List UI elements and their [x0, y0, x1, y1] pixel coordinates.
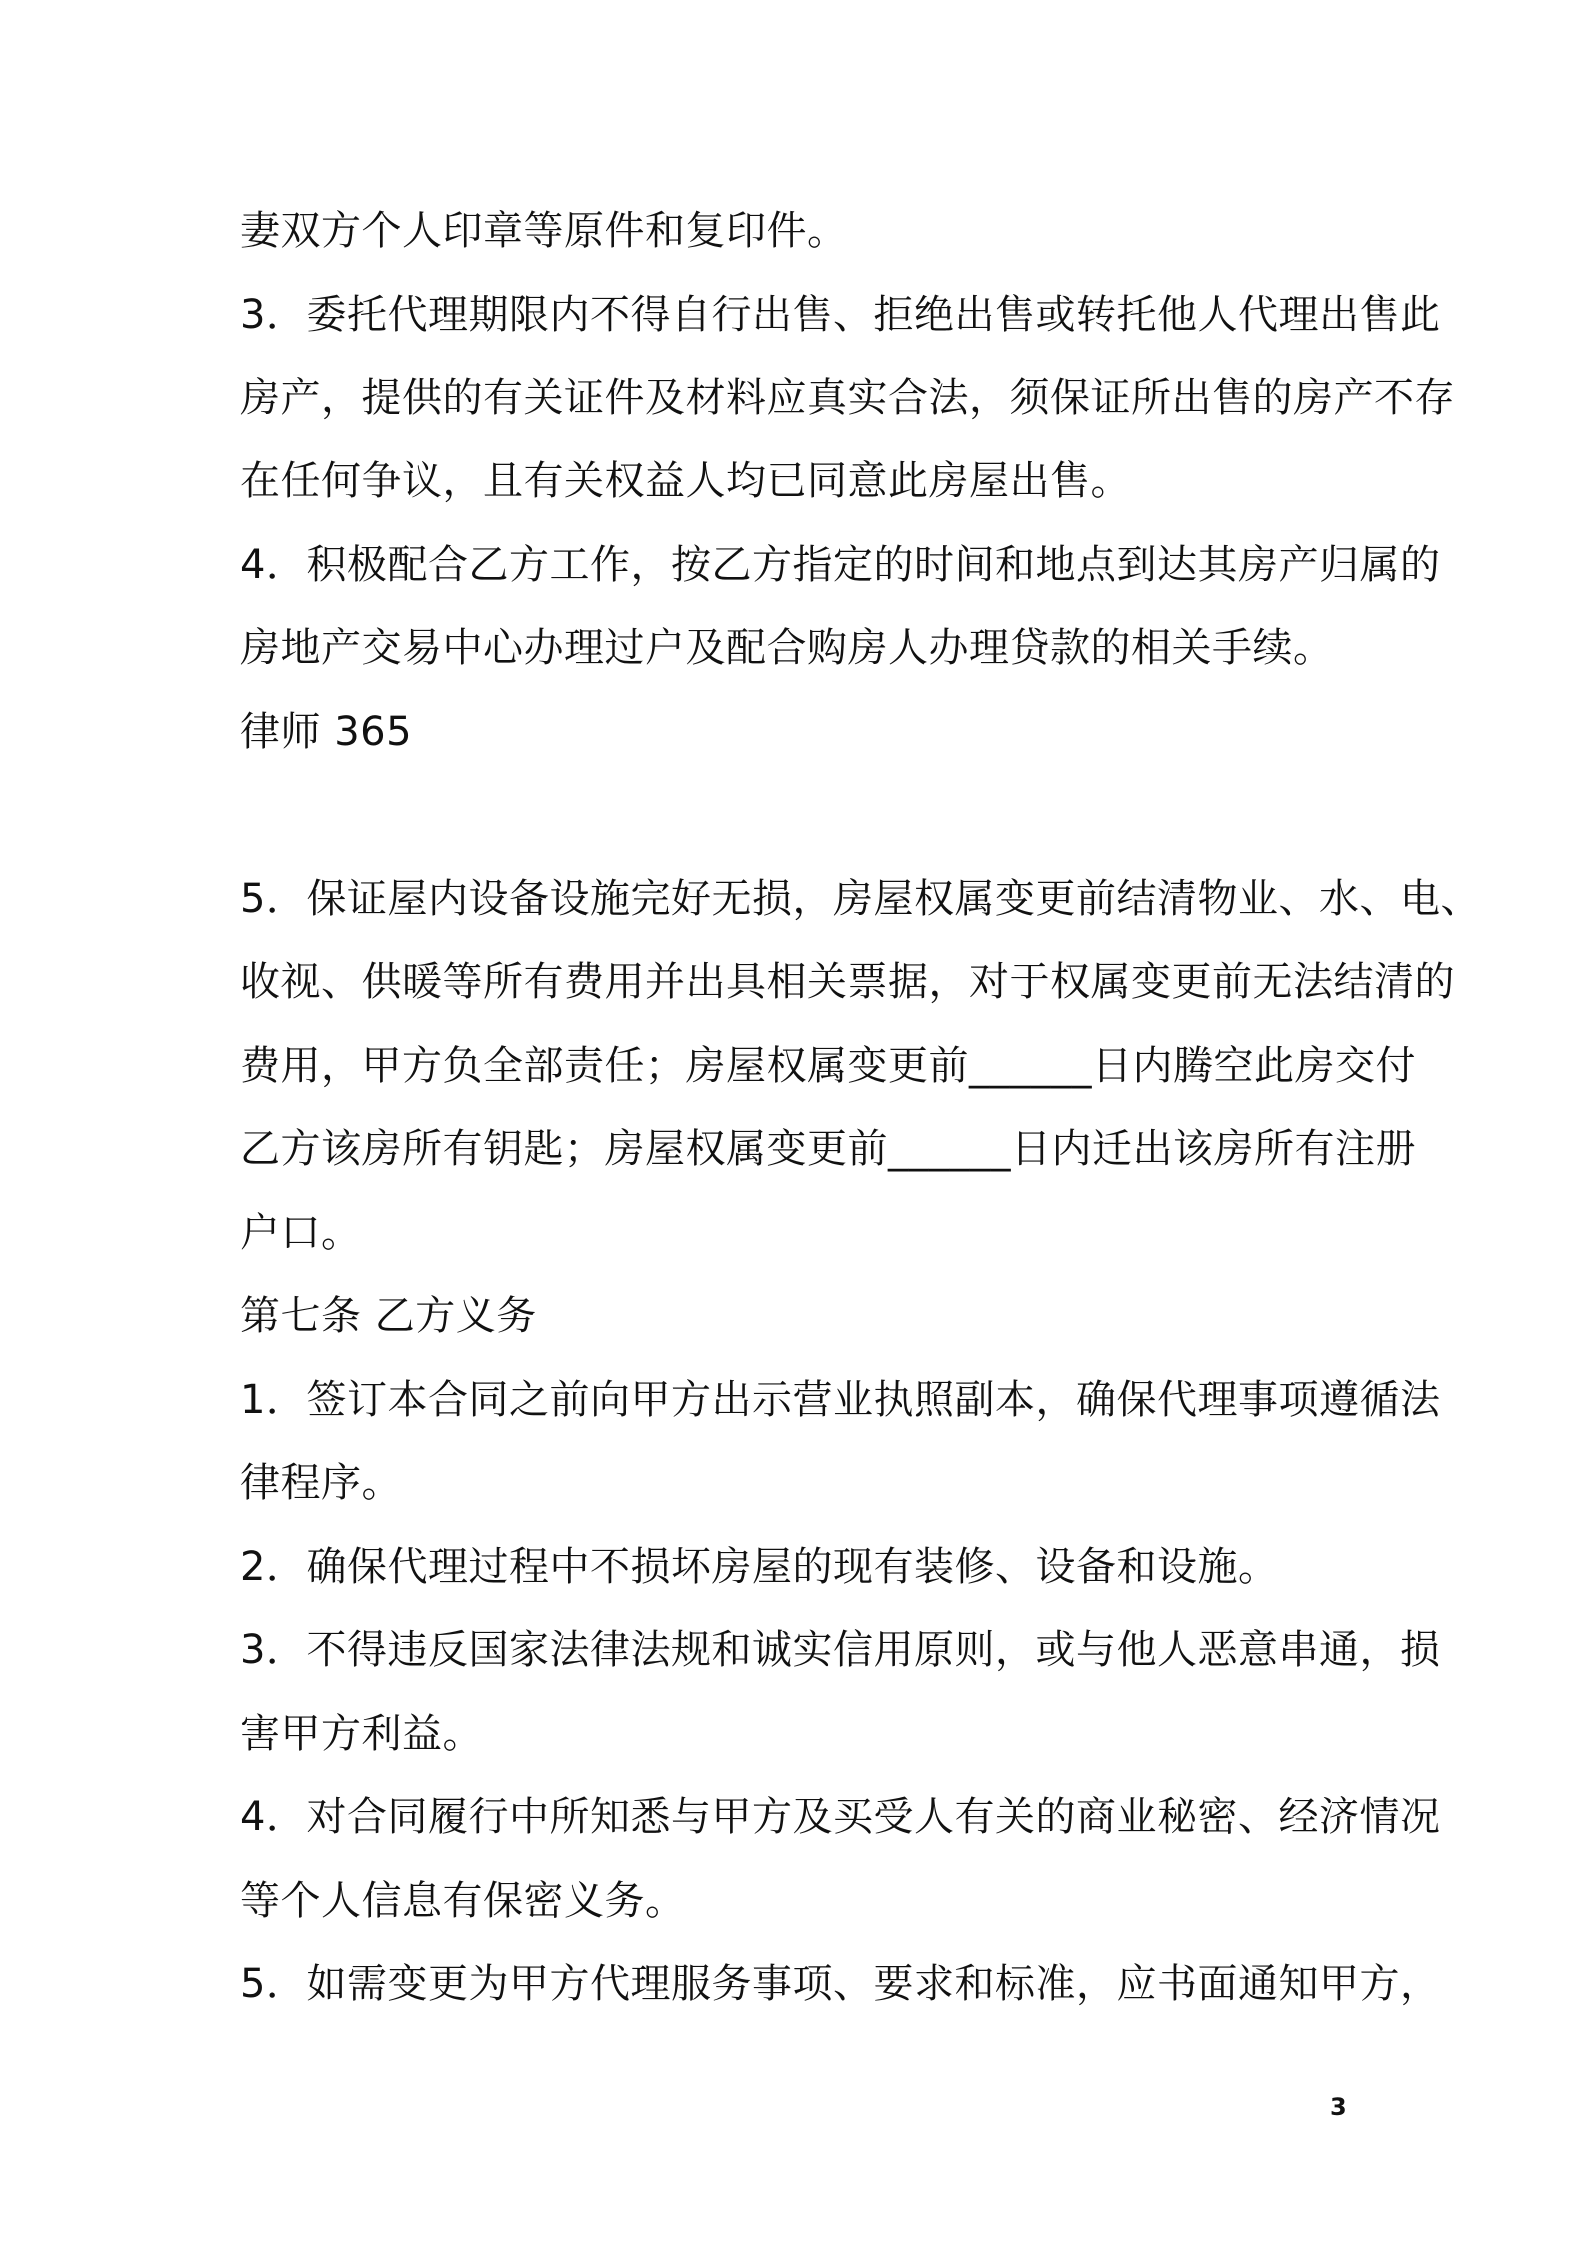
text-line: 3．委托代理期限内不得自行出售、拒绝出售或转托他人代理出售此 — [240, 292, 1441, 338]
text-line: 律师 365 — [240, 709, 413, 755]
page-number: 3 — [1330, 2093, 1347, 2121]
text-line: 户口。 — [240, 1210, 362, 1256]
text-line: 房产，提供的有关证件及材料应真实合法，须保证所出售的房产不存 — [240, 375, 1455, 421]
text-line: 4．积极配合乙方工作，按乙方指定的时间和地点到达其房产归属的 — [240, 542, 1441, 588]
text-line: 在任何争议，且有关权益人均已同意此房屋出售。 — [240, 458, 1131, 504]
text-line: 3．不得违反国家法律法规和诚实信用原则，或与他人恶意串通，损 — [240, 1627, 1441, 1673]
text-line: 4．对合同履行中所知悉与甲方及买受人有关的商业秘密、经济情况 — [240, 1794, 1441, 1840]
text-line: 2．确保代理过程中不损坏房屋的现有装修、设备和设施。 — [240, 1544, 1279, 1590]
text-line: 律程序。 — [240, 1460, 402, 1506]
text-line: 5．如需变更为甲方代理服务事项、要求和标准，应书面通知甲方， — [240, 1961, 1441, 2007]
text-line: 害甲方利益。 — [240, 1711, 483, 1757]
text-line: 等个人信息有保密义务。 — [240, 1878, 686, 1924]
text-line: 费用，甲方负全部责任；房屋权属变更前______日内腾空此房交付 — [240, 1043, 1416, 1089]
text-line: 收视、供暖等所有费用并出具相关票据，对于权属变更前无法结清的 — [240, 959, 1455, 1005]
text-line: 1．签订本合同之前向甲方出示营业执照副本，确保代理事项遵循法 — [240, 1377, 1441, 1423]
text-line: 5．保证屋内设备设施完好无损，房屋权属变更前结清物业、水、电、 — [240, 876, 1481, 922]
section-heading: 第七条 乙方义务 — [240, 1293, 537, 1339]
text-line: 乙方该房所有钥匙；房屋权属变更前______日内迁出该房所有注册 — [240, 1126, 1416, 1172]
text-line: 妻双方个人印章等原件和复印件。 — [240, 208, 848, 254]
text-line: 房地产交易中心办理过户及配合购房人办理贷款的相关手续。 — [240, 625, 1334, 671]
